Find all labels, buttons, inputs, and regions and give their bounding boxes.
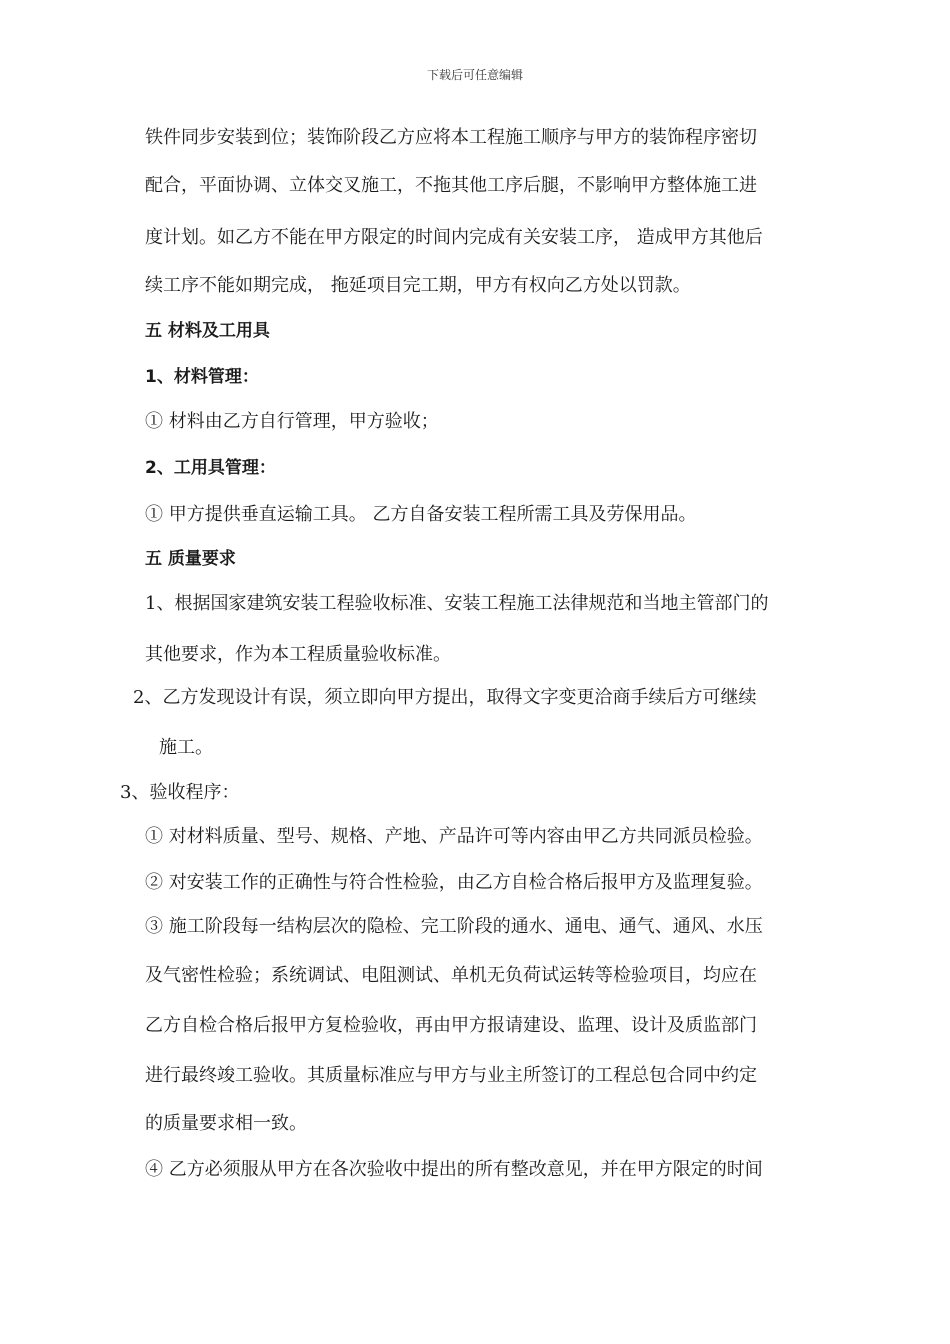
list-item: ② 对安装工作的正确性与符合性检验，由乙方自检合格后报甲方及监理复验。 [145, 872, 763, 893]
section-heading: 五 材料及工用具 [145, 321, 270, 341]
paragraph-line: 配合，平面协调、立体交叉施工，不拖其他工序后腿，不影响甲方整体施工进 [145, 175, 757, 196]
paragraph-line: 及气密性检验；系统调试、电阻测试、单机无负荷试运转等检验项目，均应在 [145, 965, 757, 986]
paragraph-line: 其他要求，作为本工程质量验收标准。 [145, 644, 451, 665]
paragraph-line: 铁件同步安装到位；装饰阶段乙方应将本工程施工顺序与甲方的装饰程序密切 [145, 127, 757, 148]
list-item: ③ 施工阶段每一结构层次的隐检、完工阶段的通水、通电、通气、通风、水压 [145, 916, 763, 937]
paragraph-line: 度计划。如乙方不能在甲方限定的时间内完成有关安装工序， 造成甲方其他后 [145, 227, 763, 248]
list-item: ① 对材料质量、型号、规格、产地、产品许可等内容由甲乙方共同派员检验。 [145, 826, 763, 847]
paragraph-line: 的质量要求相一致。 [145, 1113, 307, 1134]
paragraph-line: 乙方自检合格后报甲方复检验收，再由甲方报请建设、监理、设计及质监部门 [145, 1015, 757, 1036]
paragraph-line: 1、根据国家建筑安装工程验收标准、安装工程施工法律规范和当地主管部门的 [145, 593, 769, 614]
header-note: 下载后可任意编辑 [426, 68, 523, 82]
paragraph-line: 2、乙方发现设计有误，须立即向甲方提出，取得文字变更洽商手续后方可继续 [133, 687, 757, 708]
list-item: ① 甲方提供垂直运输工具。 乙方自备安装工程所需工具及劳保用品。 [145, 504, 697, 525]
list-item: ① 材料由乙方自行管理，甲方验收； [145, 411, 439, 432]
subsection-heading: 2、工用具管理： [145, 458, 276, 478]
subsection-heading: 1、材料管理： [145, 367, 259, 387]
paragraph-line: 3、验收程序： [120, 782, 240, 803]
paragraph-line: 进行最终竣工验收。其质量标准应与甲方与业主所签订的工程总包合同中约定 [145, 1065, 757, 1086]
paragraph-line: 施工。 [159, 737, 213, 758]
list-item: ④ 乙方必须服从甲方在各次验收中提出的所有整改意见，并在甲方限定的时间 [145, 1159, 763, 1180]
paragraph-line: 续工序不能如期完成， 拖延项目完工期，甲方有权向乙方处以罚款。 [145, 275, 691, 296]
section-heading: 五 质量要求 [145, 549, 236, 569]
